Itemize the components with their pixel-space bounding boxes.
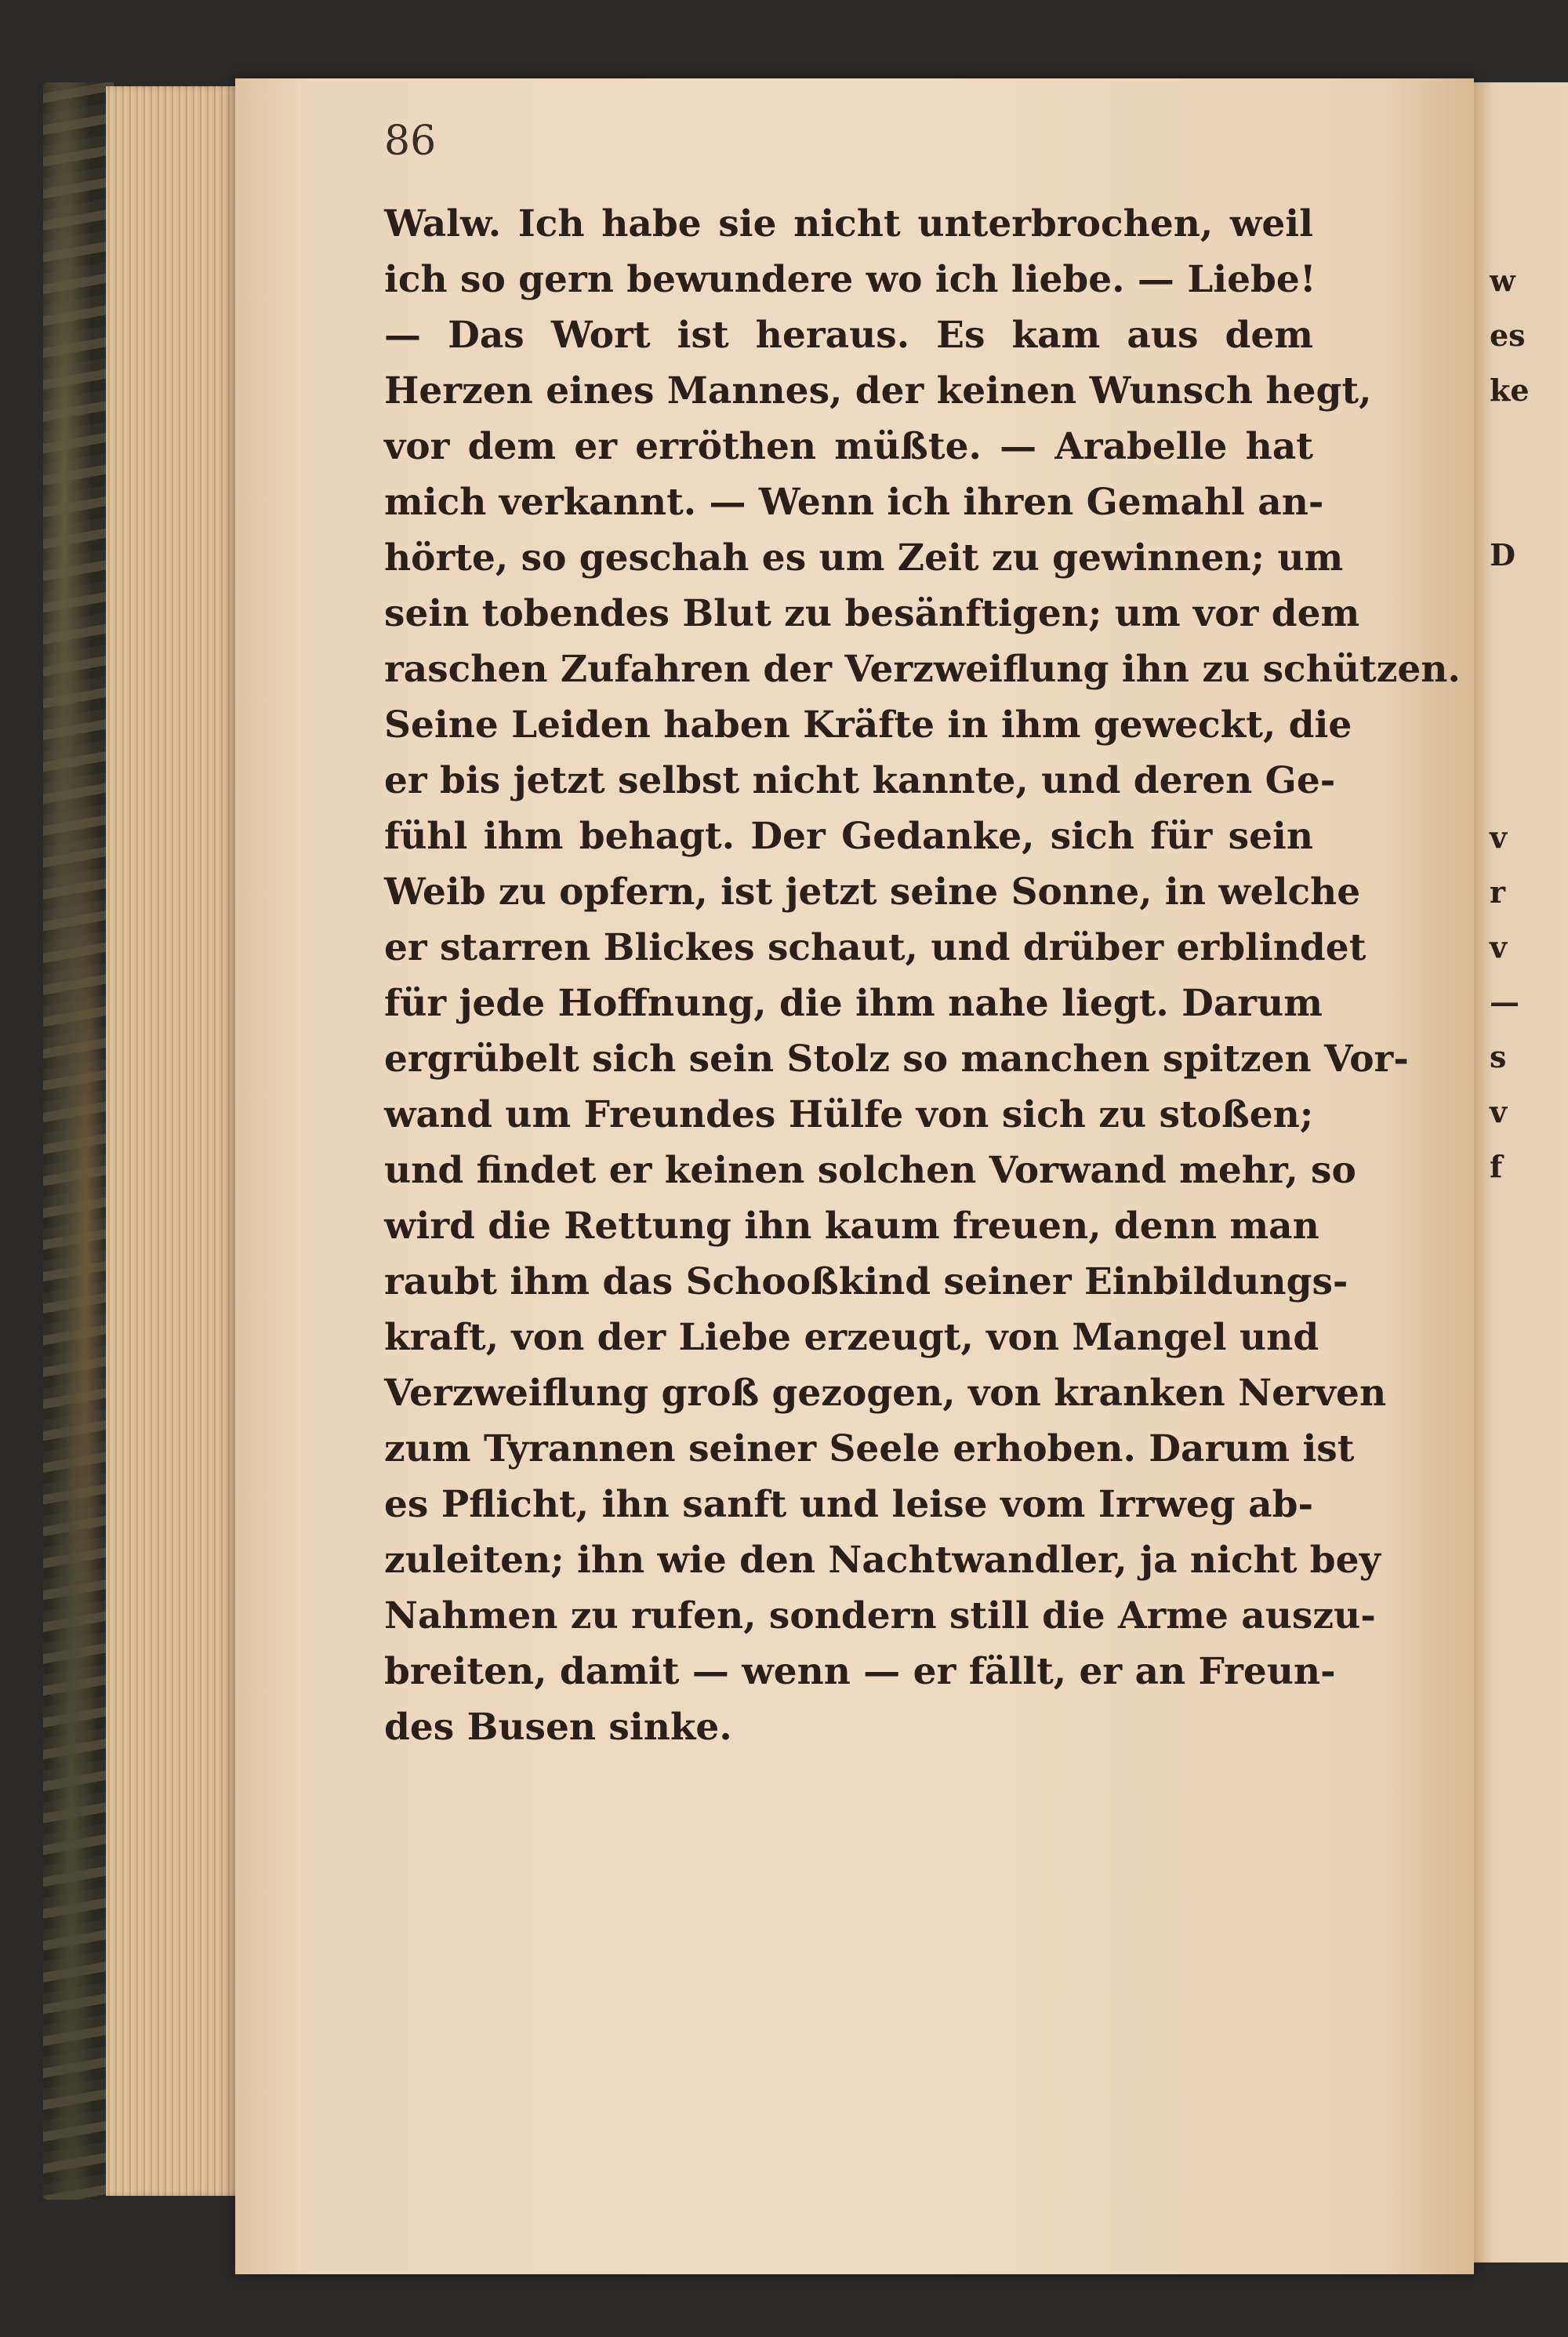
text-line: wird die Rettung ihn kaum freuen, denn man bbox=[384, 1205, 1319, 1248]
text-line: hörte, so geschah es um Zeit zu gewinnen; um bbox=[384, 536, 1344, 580]
text-line: — Das Wort ist heraus. Es kam aus dem bbox=[384, 314, 1313, 357]
text-line: kraft, von der Liebe erzeugt, von Mangel und bbox=[384, 1316, 1319, 1359]
facing-page-fragment: v bbox=[1490, 820, 1508, 855]
page-number: 86 bbox=[384, 118, 437, 165]
facing-page-fragment: s bbox=[1490, 1039, 1507, 1074]
text-line: fühl ihm behagt. Der Gedanke, sich für sein bbox=[384, 815, 1313, 858]
facing-page-fragment: f bbox=[1490, 1149, 1503, 1184]
text-line: raschen Zufahren der Verzweiflung ihn zu schützen. bbox=[384, 648, 1461, 691]
text-line: Walw. Ich habe sie nicht unterbrochen, weil bbox=[384, 202, 1313, 245]
text-line: Nahmen zu rufen, sondern still die Arme auszu- bbox=[384, 1594, 1376, 1637]
book-page bbox=[235, 78, 1474, 2274]
text-line: Herzen eines Mannes, der keinen Wunsch hegt, bbox=[384, 369, 1372, 413]
text-line: vor dem er erröthen müßte. — Arabelle hat bbox=[384, 425, 1313, 468]
text-line: Verzweiflung groß gezogen, von kranken Nerven bbox=[384, 1372, 1387, 1415]
text-line: ich so gern bewundere wo ich liebe. — Liebe! bbox=[384, 258, 1316, 301]
facing-page-edge bbox=[1474, 82, 1568, 2262]
text-line: mich verkannt. — Wenn ich ihren Gemahl an- bbox=[384, 481, 1324, 524]
facing-page-fragment: v bbox=[1490, 929, 1508, 965]
facing-page-fragment: r bbox=[1490, 874, 1506, 910]
page-text bbox=[384, 196, 1461, 1755]
text-line: er bis jetzt selbst nicht kannte, und deren Ge- bbox=[384, 759, 1336, 802]
facing-page-fragment: D bbox=[1490, 537, 1515, 572]
text-line: und findet er keinen solchen Vorwand mehr, so bbox=[384, 1149, 1356, 1192]
text-line: er starren Blickes schaut, und drüber erblindet bbox=[384, 926, 1367, 969]
text-line: es Pflicht, ihn sanft und leise vom Irrweg ab- bbox=[384, 1483, 1313, 1526]
facing-page-fragment: w bbox=[1490, 263, 1515, 298]
text-line: zum Tyrannen seiner Seele erhoben. Darum ist bbox=[384, 1427, 1355, 1470]
facing-page-fragment: ke bbox=[1490, 373, 1530, 408]
text-line: wand um Freundes Hülfe von sich zu stoßen; bbox=[384, 1093, 1314, 1136]
text-line: raubt ihm das Schooßkind seiner Einbildungs- bbox=[384, 1260, 1348, 1303]
text-line: breiten, damit — wenn — er fällt, er an Freun- bbox=[384, 1650, 1336, 1693]
text-line: ergrübelt sich sein Stolz so manchen spitzen Vor- bbox=[384, 1038, 1409, 1081]
marbled-cover bbox=[43, 82, 114, 2200]
text-line: des Busen sinke. bbox=[384, 1706, 732, 1749]
text-line: Seine Leiden haben Kräfte in ihm geweckt, die bbox=[384, 703, 1352, 747]
facing-page-fragment: v bbox=[1490, 1094, 1508, 1129]
facing-page-fragment: — bbox=[1490, 984, 1519, 1019]
text-line: Weib zu opfern, ist jetzt seine Sonne, in welche bbox=[384, 870, 1361, 914]
text-line: zuleiten; ihn wie den Nachtwandler, ja nicht bey bbox=[384, 1539, 1381, 1582]
text-line: für jede Hoffnung, die ihm nahe liegt. Darum bbox=[384, 982, 1323, 1025]
facing-page-fragment: es bbox=[1490, 318, 1526, 353]
text-line: sein tobendes Blut zu besänftigen; um vor dem bbox=[384, 592, 1360, 635]
